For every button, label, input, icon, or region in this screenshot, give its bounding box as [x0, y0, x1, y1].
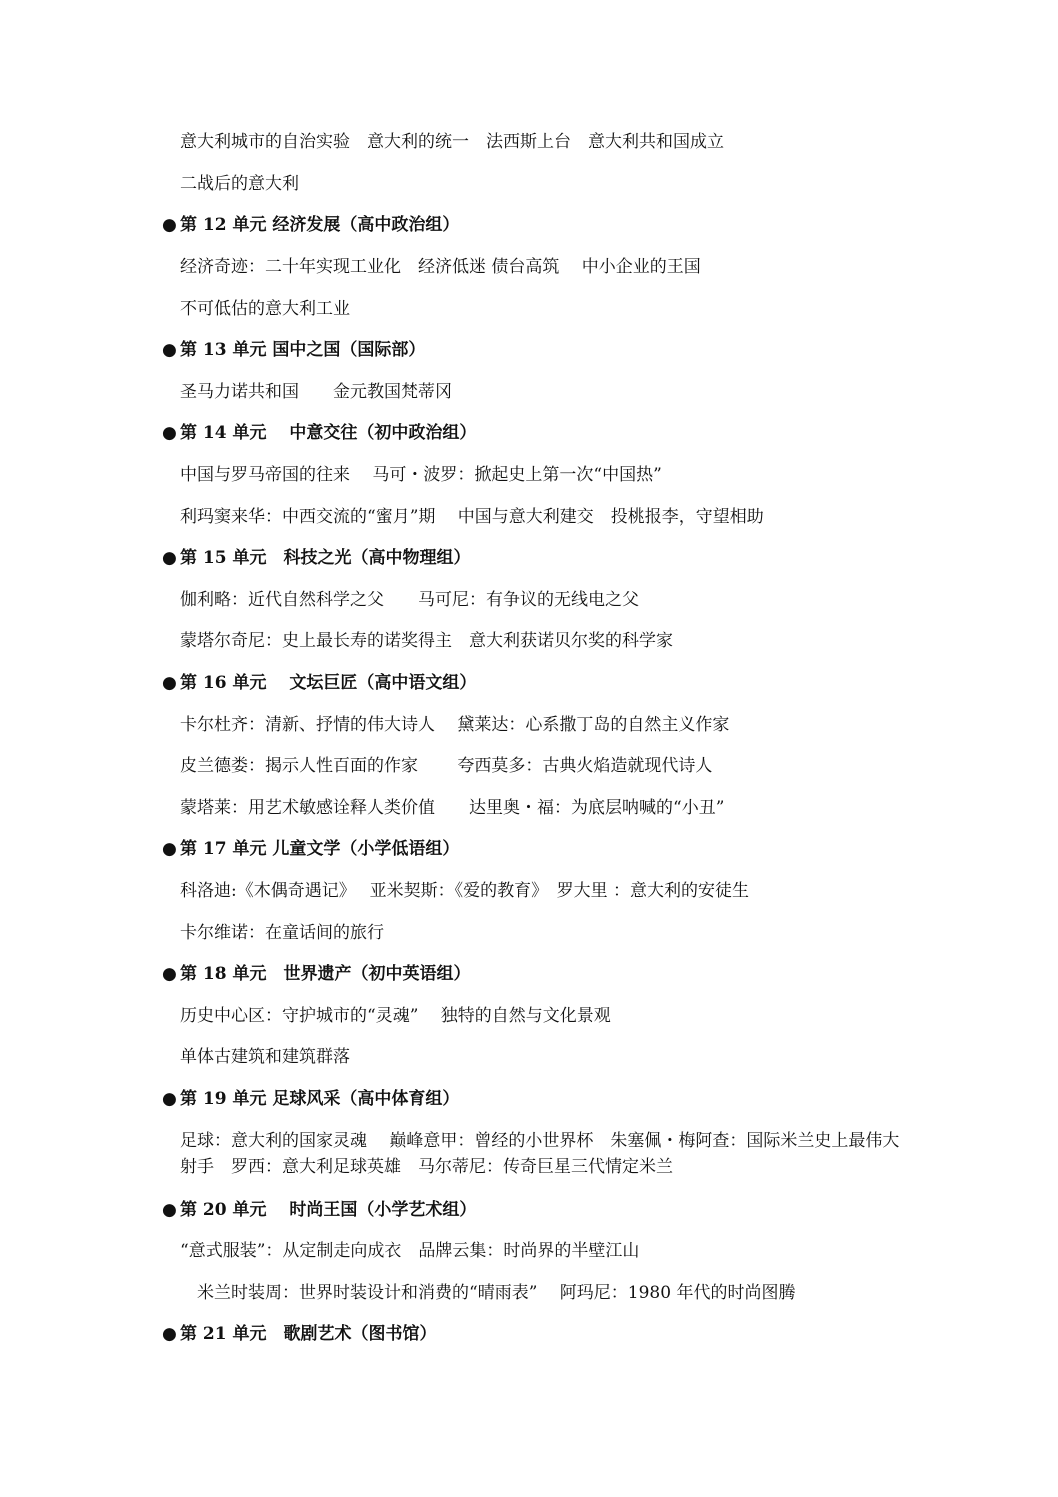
unit-heading [162, 339, 425, 361]
unit-title: 第 17 单元 儿童文学（小学低语组） [180, 839, 460, 859]
unit-line: “意式服装”：从定制走向成衣 品牌云集：时尚界的半壁江山 [180, 1241, 640, 1261]
bullet-icon: ● [162, 1089, 177, 1109]
unit-title: 第 14 单元 中意交往（初中政治组） [180, 423, 477, 443]
unit-heading [162, 1088, 459, 1110]
unit-line: 单体古建筑和建筑群落 [180, 1047, 350, 1067]
unit-line: 圣马力诺共和国 金元教国梵蒂冈 [180, 382, 452, 402]
unit-heading [162, 963, 471, 985]
unit-line: 米兰时装周：世界时装设计和消费的“晴雨表” 阿玛尼：1980 年代的时尚图腾 [180, 1283, 796, 1303]
unit-line: 伽利略：近代自然科学之父 马可尼：有争议的无线电之父 [180, 590, 639, 610]
unit-heading [162, 547, 471, 569]
unit-heading [162, 422, 476, 444]
unit-heading [162, 1199, 476, 1221]
bullet-icon: ● [162, 215, 177, 235]
unit-line: 中国与罗马帝国的往来 马可・波罗：掀起史上第一次“中国热” [180, 465, 662, 485]
intro-line: 二战后的意大利 [180, 174, 299, 194]
unit-line: 科洛迪:《木偶奇遇记》 亚米契斯：《爱的教育》 罗大里 ：意大利的安徒生 [180, 881, 750, 901]
unit-line: 足球：意大利的国家灵魂 巅峰意甲：曾经的小世界杯 朱塞佩・梅阿查：国际米兰史上最伟大射手 罗西：意大利足球英雄 马尔蒂尼：传奇巨星三代情定米兰 [180, 1131, 900, 1177]
bullet-icon: ● [162, 964, 177, 984]
unit-title: 第 20 单元 时尚王国（小学艺术组） [180, 1200, 477, 1220]
unit-title: 第 16 单元 文坛巨匠（高中语文组） [180, 673, 477, 693]
bullet-icon: ● [162, 548, 177, 568]
unit-line: 蒙塔莱：用艺术敏感诠释人类价值 达里奥・福：为底层呐喊的“小丑” [180, 798, 725, 818]
bullet-icon: ● [162, 423, 177, 443]
bullet-icon: ● [162, 1200, 177, 1220]
bullet-icon: ● [162, 1324, 177, 1344]
unit-heading [162, 1323, 437, 1345]
bullet-icon: ● [162, 340, 177, 360]
unit-line: 经济奇迹：二十年实现工业化 经济低迷 债台高筑 中小企业的王国 [180, 257, 701, 277]
unit-title: 第 21 单元 歌剧艺术（图书馆） [180, 1324, 437, 1344]
unit-heading [162, 672, 476, 694]
unit-heading [162, 214, 459, 236]
unit-line: 历史中心区：守护城市的“灵魂” 独特的自然与文化景观 [180, 1006, 611, 1026]
unit-heading [162, 838, 459, 860]
unit-title: 第 18 单元 世界遗产（初中英语组） [180, 964, 471, 984]
unit-line: 皮兰德娄：揭示人性百面的作家 夸西莫多：古典火焰造就现代诗人 [180, 756, 713, 776]
unit-title: 第 15 单元 科技之光（高中物理组） [180, 548, 471, 568]
bullet-icon: ● [162, 839, 177, 859]
bullet-icon: ● [162, 673, 177, 693]
intro-line: 意大利城市的自治实验 意大利的统一 法西斯上台 意大利共和国成立 [180, 132, 724, 152]
unit-title: 第 13 单元 国中之国（国际部） [180, 340, 426, 360]
unit-line: 卡尔维诺：在童话间的旅行 [180, 923, 384, 943]
unit-line: 利玛窦来华：中西交流的“蜜月”期 中国与意大利建交 投桃报李，守望相助 [180, 507, 764, 527]
unit-title: 第 19 单元 足球风采（高中体育组） [180, 1089, 460, 1109]
unit-line: 不可低估的意大利工业 [180, 299, 350, 319]
unit-title: 第 12 单元 经济发展（高中政治组） [180, 215, 460, 235]
unit-line: 卡尔杜齐：清新、抒情的伟大诗人 黛莱达：心系撒丁岛的自然主义作家 [180, 715, 730, 735]
unit-line: 蒙塔尔奇尼：史上最长寿的诺奖得主 意大利获诺贝尔奖的科学家 [180, 631, 673, 651]
